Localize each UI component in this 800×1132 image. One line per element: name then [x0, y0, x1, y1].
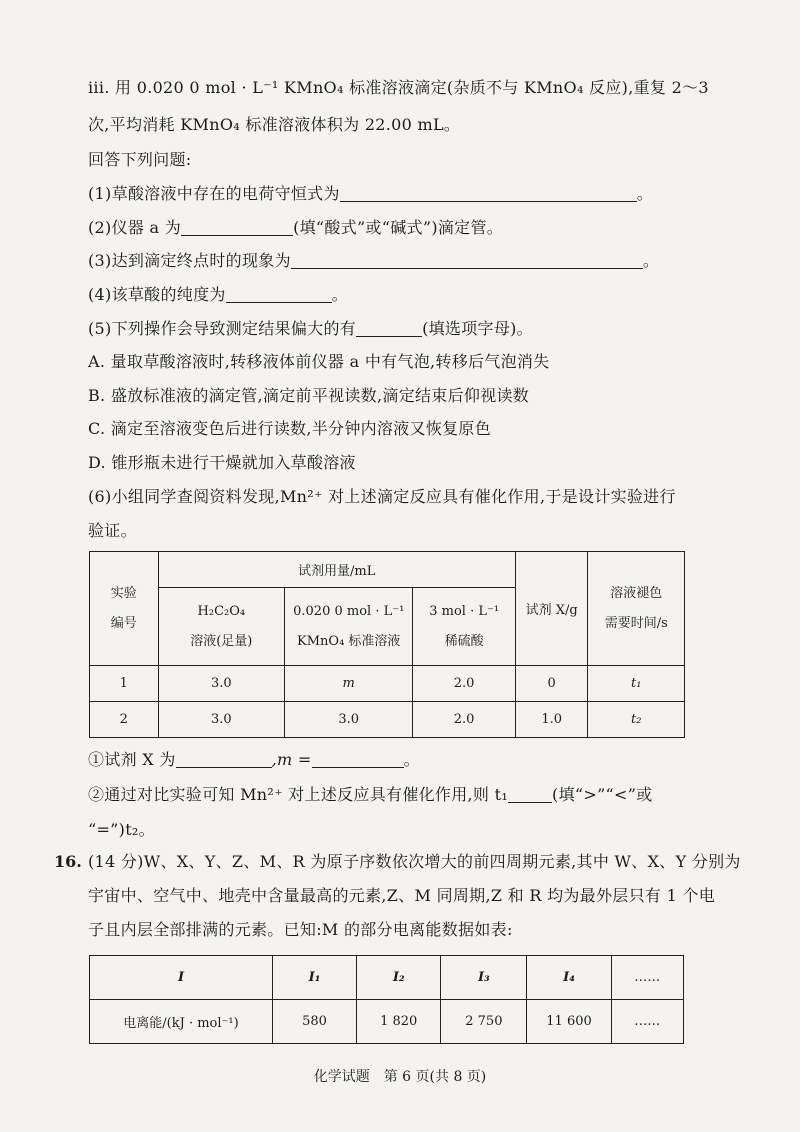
question-1-text: (1)草酸溶液中存在的电荷守恒式为 — [88, 184, 340, 203]
header-c1a: H₂C₂O₄ — [197, 603, 246, 619]
t2-value-i2: 1 820 — [357, 1000, 441, 1044]
option-d: D. 锥形瓶未进行干燥就加入草酸溶液 — [88, 453, 356, 472]
question-5-blank[interactable] — [356, 320, 422, 337]
question-4 — [88, 285, 348, 305]
t2-header-i3: I₃ — [441, 956, 527, 1000]
sub-2-text-a: ②通过对比实验可知 Mn²⁺ 对上述反应具有催化作用,则 t₁ — [88, 785, 509, 804]
experiment-table — [89, 551, 685, 738]
question-4-end: 。 — [331, 285, 348, 304]
t2-row-label: 电离能/(kJ · mol⁻¹) — [90, 1000, 273, 1044]
t2-value-i1: 580 — [272, 1000, 356, 1044]
row1-c2: m — [285, 666, 413, 702]
row2-c2: 3.0 — [285, 702, 413, 738]
question-1-end: 。 — [636, 184, 654, 203]
sub-1-blank-m[interactable] — [312, 751, 404, 768]
col-kmno4-header — [285, 588, 413, 666]
table-row — [90, 702, 685, 738]
t2-header-i1: I₁ — [272, 956, 356, 1000]
question-4-blank[interactable] — [226, 286, 332, 303]
t2-header-i: I — [90, 956, 273, 1000]
row2-id: 2 — [90, 702, 159, 738]
row2-c3: 2.0 — [413, 702, 515, 738]
question-6-line1: (6)小组同学查阅资料发现,Mn²⁺ 对上述滴定反应具有催化作用,于是设计实验进行 — [88, 487, 676, 506]
question-2 — [88, 218, 503, 238]
question-4-text: (4)该草酸的纯度为 — [88, 285, 226, 304]
question-2-text-a: (2)仪器 a 为 — [88, 218, 182, 237]
question-5 — [88, 319, 533, 339]
sub-1-text-b: ,m = — [271, 750, 312, 769]
question-16-line2: 宇宙中、空气中、地壳中含量最高的元素,Z、M 同周期,Z 和 R 均为最外层只有 1 个电 — [88, 886, 716, 905]
table-row — [90, 1000, 684, 1044]
col-exp-header — [90, 552, 159, 666]
table-row — [90, 956, 684, 1000]
col-reagent-header: 试剂用量/mL — [158, 552, 515, 588]
header-c2a: 0.020 0 mol · L⁻¹ — [293, 603, 405, 619]
row1-id: 1 — [90, 666, 159, 702]
question-2-blank[interactable] — [181, 219, 293, 236]
col-x-header: 试剂 X/g — [515, 552, 588, 666]
sub-question-2 — [88, 785, 653, 805]
question-5-text-b: (填选项字母)。 — [422, 319, 533, 338]
header-c2b: KMnO₄ 标准溶液 — [297, 633, 401, 649]
t2-value-i4: 11 600 — [527, 1000, 611, 1044]
sub-1-text-a: ①试剂 X 为 — [88, 750, 176, 769]
step-iii-line1: iii. 用 0.020 0 mol · L⁻¹ KMnO₄ 标准溶液滴定(杂质不与 KMnO₄ 反应),重复 2～3 — [88, 78, 709, 97]
question-5-text-a: (5)下列操作会导致测定结果偏大的有 — [88, 319, 357, 338]
question-3-end: 。 — [642, 251, 660, 270]
question-16-line3: 子且内层全部排满的元素。已知:M 的部分电离能数据如表: — [88, 920, 513, 939]
page-footer: 化学试题 第 6 页(共 8 页) — [313, 1069, 487, 1085]
header-c3b: 稀硫酸 — [444, 633, 484, 649]
option-c: C. 滴定至溶液变色后进行读数,半分钟内溶液又恢复原色 — [88, 419, 492, 438]
row1-c1: 3.0 — [158, 666, 284, 702]
row1-c3: 2.0 — [413, 666, 515, 702]
row2-x: 1.0 — [515, 702, 588, 738]
sub-2-text-b: (填“>”“<”或 — [552, 785, 653, 804]
sub-1-blank-x[interactable] — [176, 751, 272, 768]
col-time-header — [588, 552, 685, 666]
row1-t: t₁ — [588, 666, 685, 702]
question-16-number: 16. — [54, 852, 82, 871]
sub-2-blank[interactable] — [508, 786, 552, 803]
question-1 — [88, 184, 653, 204]
answer-intro: 回答下列问题: — [88, 150, 192, 169]
question-3-text: (3)达到滴定终点时的现象为 — [88, 251, 291, 270]
col-h2so4-header — [413, 588, 515, 666]
option-a: A. 量取草酸溶液时,转移液体前仪器 a 中有气泡,转移后气泡消失 — [88, 352, 550, 371]
question-3 — [88, 251, 659, 271]
header-c1b: 溶液(足量) — [190, 633, 253, 649]
t2-value-more: …… — [611, 1000, 683, 1044]
t2-header-i2: I₂ — [357, 956, 441, 1000]
row1-x: 0 — [515, 666, 588, 702]
step-iii-line2: 次,平均消耗 KMnO₄ 标准溶液体积为 22.00 mL。 — [88, 115, 461, 134]
question-2-text-b: (填“酸式”或“碱式”)滴定管。 — [293, 218, 504, 237]
question-3-blank[interactable] — [291, 252, 643, 269]
table-row — [90, 666, 685, 702]
col-h2c2o4-header — [158, 588, 284, 666]
header-c3a: 3 mol · L⁻¹ — [429, 603, 500, 619]
header-time-b: 需要时间/s — [604, 615, 668, 631]
t2-value-i3: 2 750 — [441, 1000, 527, 1044]
question-6-line2: 验证。 — [88, 521, 137, 540]
t2-header-i4: I₄ — [527, 956, 611, 1000]
header-num: 编号 — [110, 615, 137, 631]
ionization-energy-table — [89, 955, 684, 1044]
question-1-blank[interactable] — [340, 185, 637, 202]
option-b: B. 盛放标准液的滴定管,滴定前平视读数,滴定结束后仰视读数 — [88, 386, 530, 405]
row2-c1: 3.0 — [158, 702, 284, 738]
header-exp: 实验 — [110, 585, 137, 601]
sub-1-end: 。 — [403, 750, 420, 769]
row2-t: t₂ — [588, 702, 685, 738]
sub-question-1 — [88, 750, 420, 770]
t2-header-more: …… — [611, 956, 683, 1000]
question-16-line1: (14 分)W、X、Y、Z、M、R 为原子序数依次增大的前四周期元素,其中 W、X、Y 分别为 — [88, 852, 741, 871]
header-time-a: 溶液褪色 — [610, 585, 663, 601]
sub-question-2-line2: “=”)t₂。 — [88, 820, 155, 839]
